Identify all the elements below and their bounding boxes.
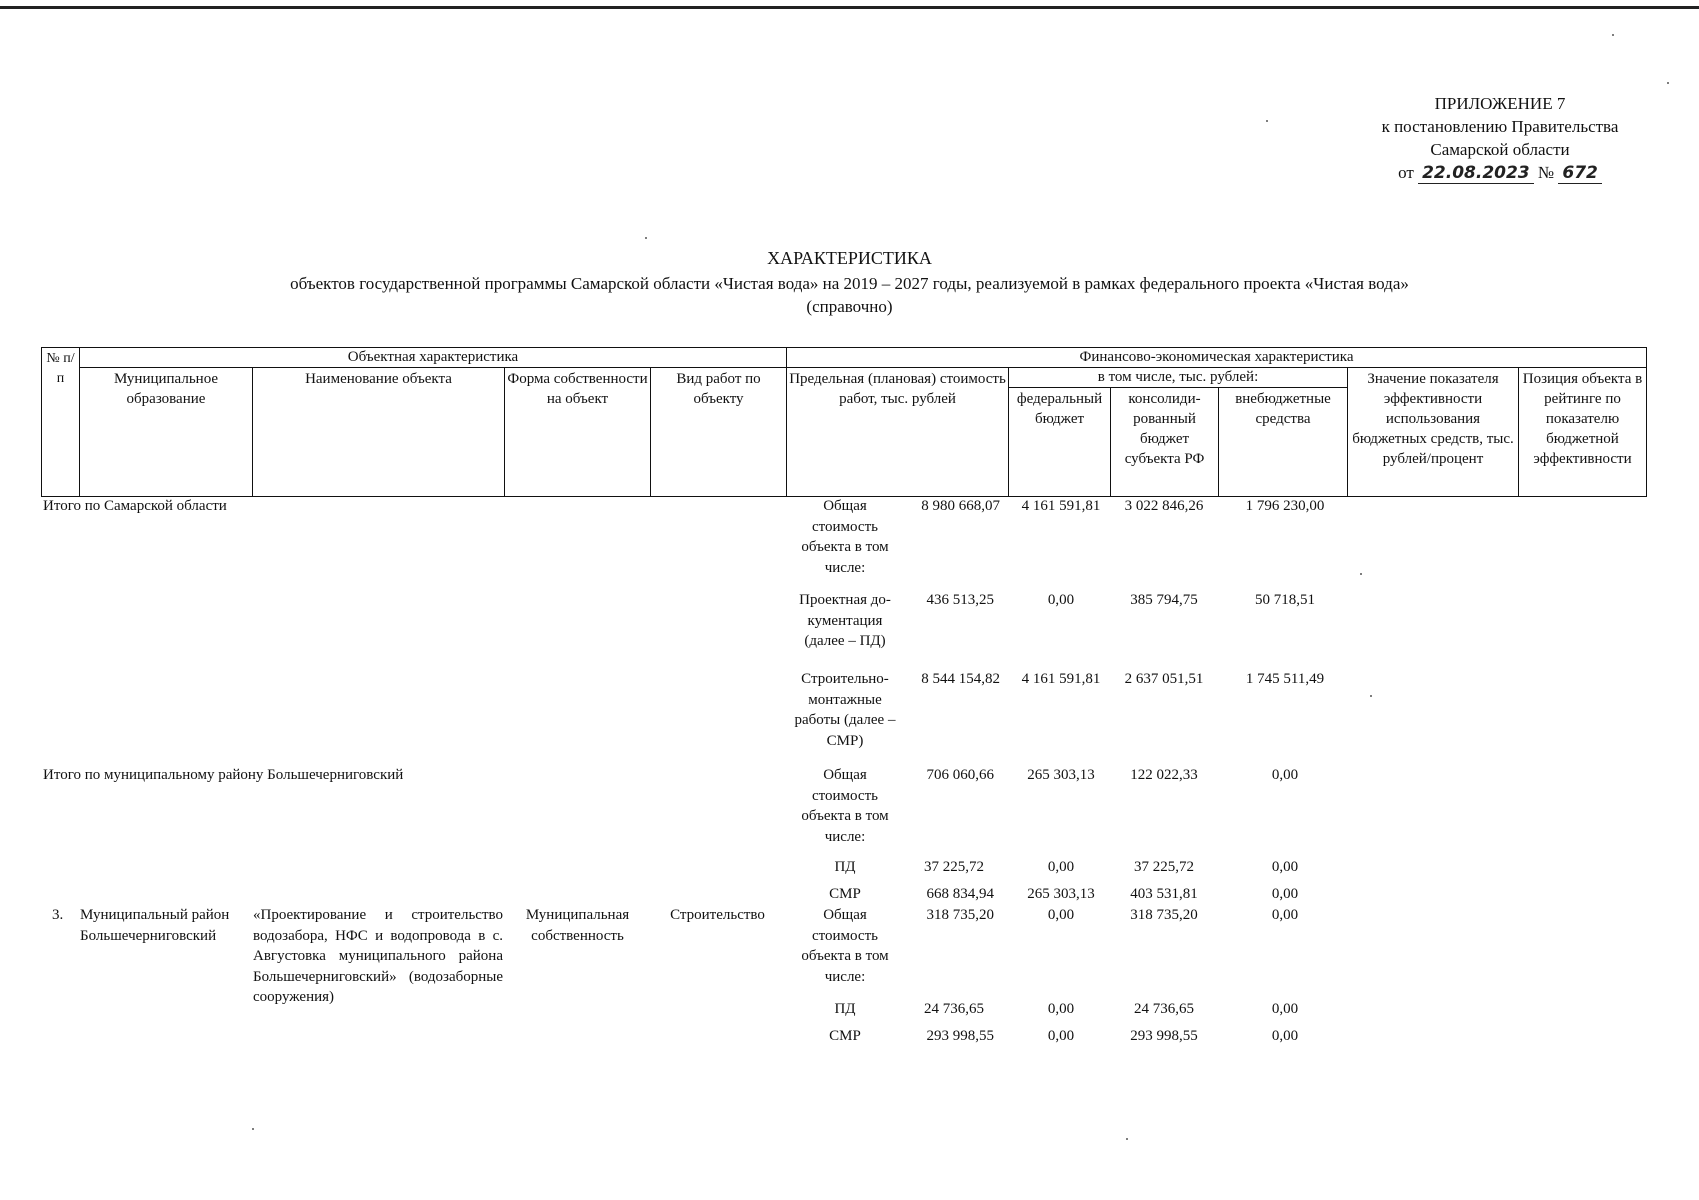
scan-speck bbox=[1667, 82, 1669, 84]
row-kind: СМР bbox=[829, 886, 861, 902]
row-kind: Проектная до-кументация (далее – ПД) bbox=[799, 592, 891, 649]
row-kind: СМР bbox=[829, 1028, 861, 1044]
consolidated-value: 403 531,81 bbox=[1130, 886, 1198, 902]
col-rating-header: Позиция объекта в рейтинге по показателю бюджетной эффективности bbox=[1519, 368, 1647, 497]
document-note: (справочно) bbox=[806, 297, 893, 316]
consolidated-value: 37 225,72 bbox=[1134, 859, 1194, 875]
cost-value: 24 736,65 bbox=[924, 1001, 984, 1017]
appendix-line: Самарской области bbox=[1430, 140, 1570, 159]
handwritten-number: 672 bbox=[1558, 163, 1602, 184]
cost-value: 436 513,25 bbox=[926, 592, 994, 608]
federal-value: 0,00 bbox=[1047, 1001, 1075, 1017]
scan-speck bbox=[1126, 1138, 1128, 1140]
total-district-label: Итого по муниципальному району Большечерниговский bbox=[43, 767, 404, 783]
extrabudget-value: 0,00 bbox=[1271, 1028, 1299, 1044]
federal-value: 4 161 591,81 bbox=[1021, 671, 1101, 687]
col-object-name-header: Наименование объекта bbox=[253, 368, 505, 497]
object-work-type: Строительство bbox=[670, 907, 765, 923]
total-region-label: Итого по Самарской области bbox=[43, 498, 227, 514]
object-ownership: Муниципальная собственность bbox=[525, 907, 630, 944]
appendix-title: ПРИЛОЖЕНИЕ 7 bbox=[1434, 94, 1566, 113]
col-efficiency-header: Значение показателя эффективности использования бюджетных средств, тыс. рублей/процент bbox=[1348, 368, 1519, 497]
handwritten-date: 22.08.2023 bbox=[1418, 163, 1534, 184]
col-consolidated-header: консолиди-рованный бюджет субъекта РФ bbox=[1111, 388, 1219, 497]
object-number: 3. bbox=[52, 907, 64, 923]
consolidated-value: 3 022 846,26 bbox=[1124, 498, 1204, 514]
cost-value: 37 225,72 bbox=[924, 859, 984, 875]
row-kind: ПД bbox=[834, 859, 856, 875]
extrabudget-value: 1 796 230,00 bbox=[1245, 498, 1325, 514]
federal-value: 4 161 591,81 bbox=[1021, 498, 1101, 514]
object-municipality: Муниципальный район Большечерниговский bbox=[80, 907, 230, 944]
federal-value: 0,00 bbox=[1047, 592, 1075, 608]
consolidated-value: 318 735,20 bbox=[1130, 907, 1198, 923]
cost-value: 8 544 154,82 bbox=[921, 671, 1000, 687]
extrabudget-value: 0,00 bbox=[1271, 1001, 1299, 1017]
top-border-line bbox=[0, 6, 1699, 9]
federal-value: 265 303,13 bbox=[1027, 767, 1095, 783]
col-municipality-header: Муниципальное образование bbox=[80, 368, 253, 497]
cost-value: 668 834,94 bbox=[926, 886, 994, 902]
appendix-block bbox=[1360, 92, 1640, 185]
object-name: «Проектирование и строительство водозабора, НФС и водопровода в с. Августовка муниципального района Большечерниговский» (водозаборные сооружения) bbox=[253, 907, 503, 1005]
appendix-date-line bbox=[1398, 161, 1602, 185]
federal-value: 0,00 bbox=[1047, 1028, 1075, 1044]
consolidated-value: 385 794,75 bbox=[1130, 592, 1198, 608]
extrabudget-value: 0,00 bbox=[1271, 907, 1299, 923]
extrabudget-value: 50 718,51 bbox=[1255, 592, 1315, 608]
extrabudget-value: 1 745 511,49 bbox=[1245, 671, 1325, 687]
federal-value: 0,00 bbox=[1047, 859, 1075, 875]
col-federal-header: федеральный бюджет bbox=[1009, 388, 1111, 497]
extrabudget-value: 0,00 bbox=[1271, 767, 1299, 783]
scan-speck bbox=[1360, 573, 1362, 575]
consolidated-value: 293 998,55 bbox=[1130, 1028, 1198, 1044]
consolidated-value: 122 022,33 bbox=[1130, 767, 1198, 783]
col-ownership-header: Форма собственности на объект bbox=[505, 368, 651, 497]
col-num-header: № п/п bbox=[42, 348, 80, 497]
table-header bbox=[41, 347, 1647, 497]
scan-speck bbox=[252, 1128, 254, 1130]
consolidated-value: 2 637 051,51 bbox=[1124, 671, 1204, 687]
cost-value: 318 735,20 bbox=[926, 907, 994, 923]
extrabudget-value: 0,00 bbox=[1271, 859, 1299, 875]
row-kind: Общая стоимость объекта в том числе: bbox=[801, 907, 889, 985]
row-kind: Общая стоимость объекта в том числе: bbox=[801, 498, 889, 576]
cost-value: 293 998,55 bbox=[926, 1028, 994, 1044]
date-prefix: от bbox=[1398, 163, 1414, 182]
object-group-header: Объектная характеристика bbox=[80, 348, 787, 368]
finance-group-header: Финансово-экономическая характеристика bbox=[787, 348, 1647, 368]
col-extrabudget-header: внебюджетные средства bbox=[1219, 388, 1348, 497]
federal-value: 265 303,13 bbox=[1027, 886, 1095, 902]
row-kind: Строительно-монтажные работы (далее – СМР) bbox=[794, 671, 896, 749]
document-title: ХАРАКТЕРИСТИКА bbox=[767, 248, 932, 268]
col-work-type-header: Вид работ по объекту bbox=[651, 368, 787, 497]
scan-speck bbox=[1370, 695, 1372, 697]
row-kind: Общая стоимость объекта в том числе: bbox=[801, 767, 889, 845]
appendix-line: к постановлению Правительства bbox=[1381, 117, 1619, 136]
scan-speck bbox=[1266, 120, 1268, 122]
cost-value: 706 060,66 bbox=[926, 767, 994, 783]
col-cost-header: Предельная (плановая) стоимость работ, тыс. рублей bbox=[787, 368, 1009, 497]
document-subtitle: объектов государственной программы Самарской области «Чистая вода» на 2019 – 2027 годы, реализуемой в рамках федерального проекта «Чистая вода» bbox=[290, 274, 1409, 293]
including-header: в том числе, тыс. рублей: bbox=[1009, 368, 1348, 388]
number-prefix: № bbox=[1537, 163, 1555, 182]
cost-value: 8 980 668,07 bbox=[921, 498, 1000, 514]
scan-speck bbox=[645, 237, 647, 239]
row-kind: ПД bbox=[834, 1001, 856, 1017]
consolidated-value: 24 736,65 bbox=[1134, 1001, 1194, 1017]
scan-speck bbox=[1612, 34, 1614, 36]
federal-value: 0,00 bbox=[1047, 907, 1075, 923]
extrabudget-value: 0,00 bbox=[1271, 886, 1299, 902]
